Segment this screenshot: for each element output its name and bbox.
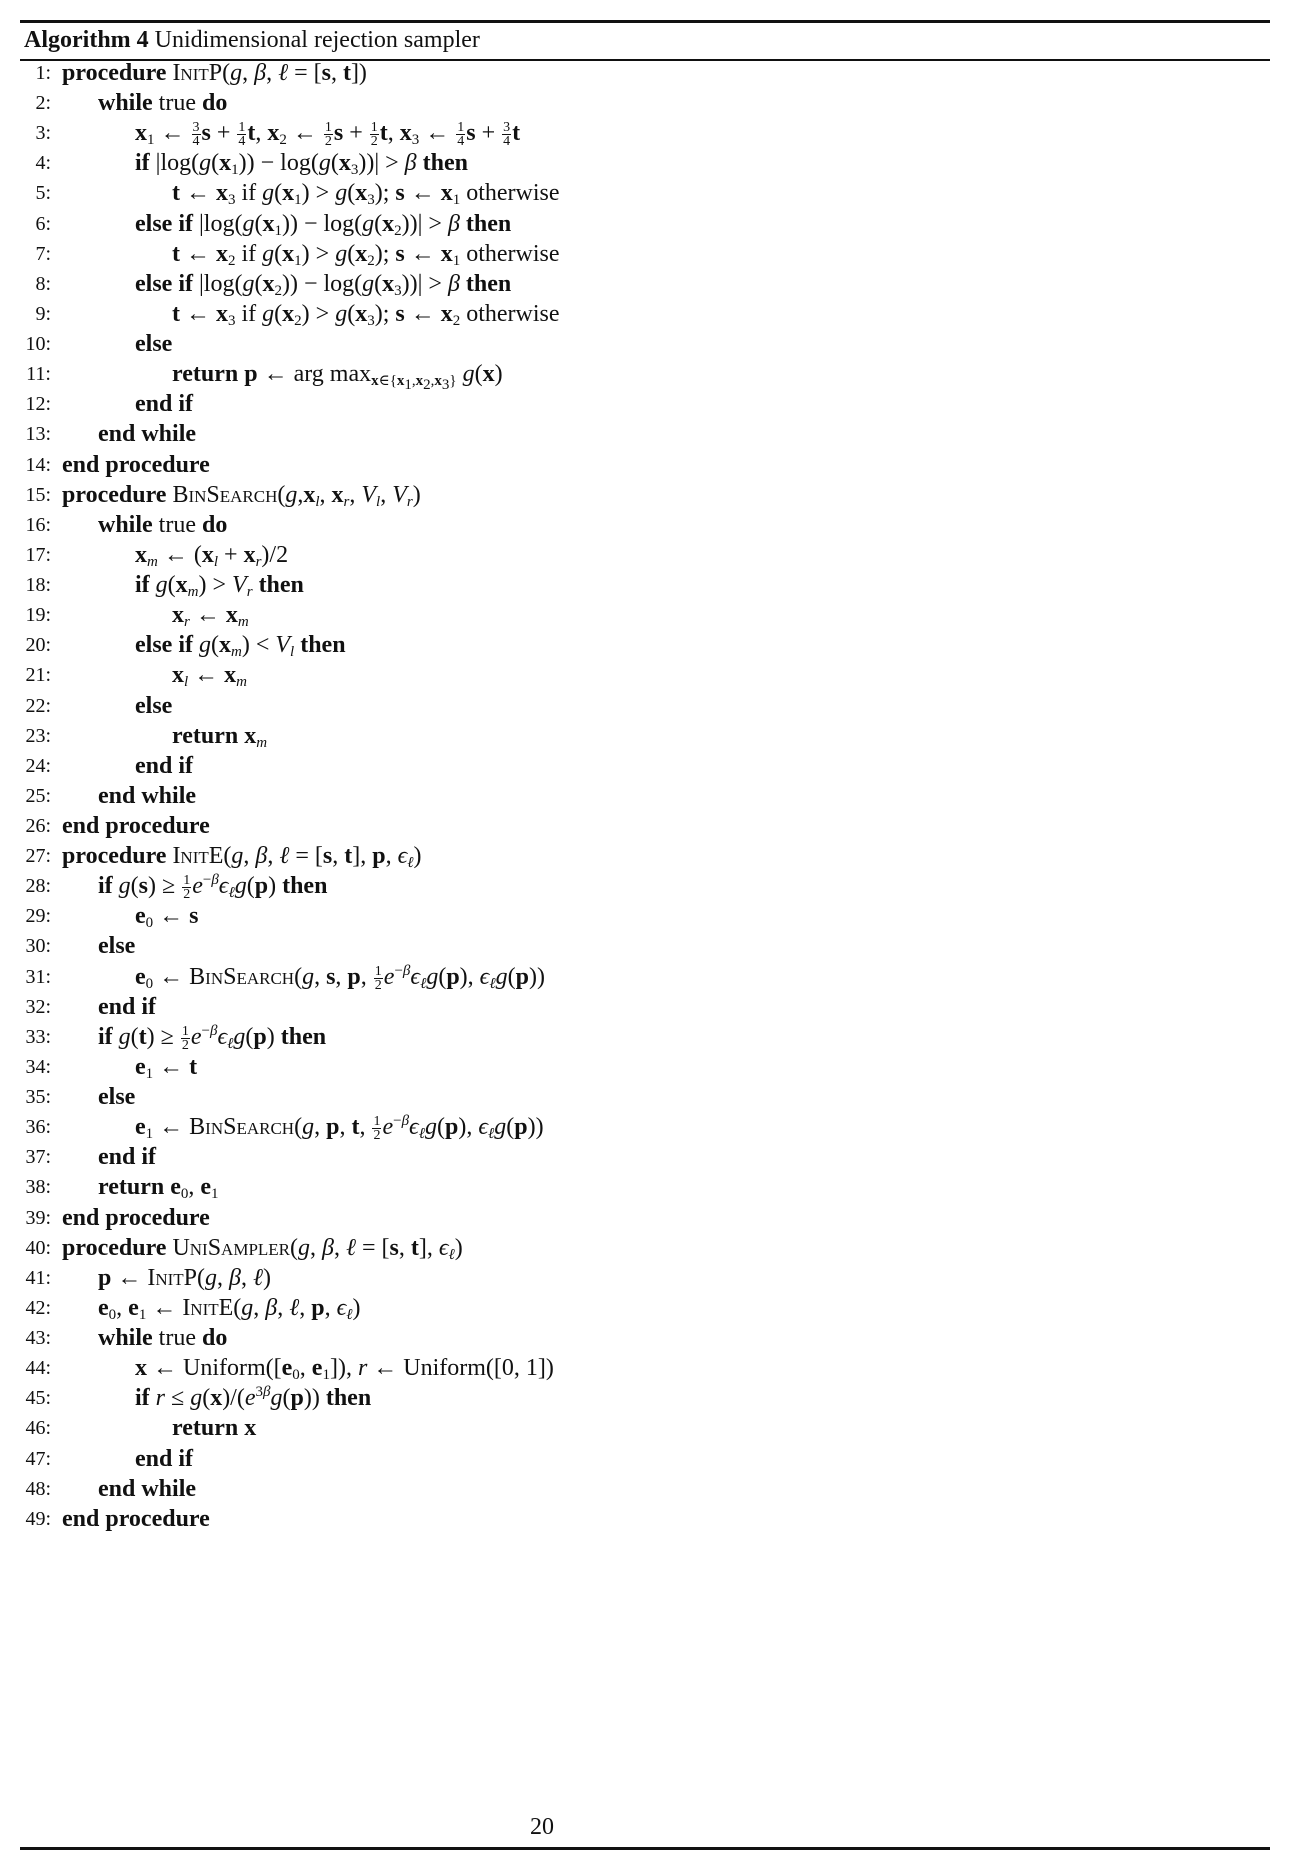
line-number: 17: [25,543,51,566]
line-number: 29: [25,905,51,928]
line-code: if g(t) ≥ $\frac{1}{2}$ $e^{-\beta}\epsilon_\ell g(p)$ then [98,1022,327,1053]
line-code: procedure UniSampler(g, β, ℓ = [s, t], $\epsilon_\ell$) [62,1234,463,1263]
line-code: while true do [98,511,228,538]
algorithm-line [0,1474,1304,1504]
algorithm-line [0,781,1304,811]
line-code: while true do [98,1325,228,1352]
line-code: end procedure [62,1505,210,1532]
algorithm-line [0,1263,1304,1293]
line-number: 38: [25,1176,51,1199]
algorithm-line [0,570,1304,600]
line-code: $x_1$ ← $\frac{3}{4}$ s + $\frac{1}{4}$ t, $x_2$ ← $\frac{1}{2}$ s + $\frac{1}{2}$ t, $x_3$ ← $\frac{1}{4}$ s + $\frac{3}{4}$ t [135,120,521,150]
line-number: 36: [25,1116,51,1139]
algorithm-line [0,992,1304,1022]
line-code: return $e_0$, $e_1$ [98,1174,219,1203]
line-number: 15: [25,483,51,506]
line-number: 18: [25,574,51,597]
algorithm-line [0,901,1304,931]
line-number: 24: [25,754,51,777]
line-number: 8: [35,272,51,295]
line-number: 42: [25,1296,51,1319]
line-code: end procedure [62,451,210,478]
line-code: x ← $Uniform([e_0$, $e_1$]), r ← Uniform([0, 1]) [135,1355,554,1384]
algorithm-line [0,269,1304,299]
line-number: 7: [35,242,51,265]
line-code: if $g(x_m) > V_r$ then [135,572,304,601]
line-number: 3: [35,122,51,145]
line-number: 11: [26,363,51,386]
line-number: 1: [35,62,51,84]
line-code: end while [98,782,197,809]
line-number: 10: [25,333,51,356]
line-number: 43: [25,1327,51,1350]
algorithm-line [0,1504,1304,1534]
algorithm-line [0,931,1304,961]
line-number: 40: [25,1236,51,1259]
line-number: 20: [25,634,51,657]
algorithm-line [0,510,1304,540]
line-code: return $x_m$ [172,722,268,751]
algorithm-line [0,450,1304,480]
line-number: 9: [35,302,51,325]
line-code: else if $|\log(g(x_1)) - \log(g(x_2))| > \beta$ then [135,210,512,239]
algorithm-title: Unidimensional rejection sampler [154,27,480,53]
line-number: 33: [25,1025,51,1048]
algorithm-line [0,1142,1304,1172]
algorithm-line [0,88,1304,118]
algorithm-line [0,751,1304,781]
line-code: $x_r$ ← $x_m$ [172,602,249,631]
line-number: 21: [25,664,51,687]
algorithm-line [0,118,1304,148]
line-number: 48: [25,1477,51,1500]
algorithm-line [0,540,1304,570]
algorithm-line [0,209,1304,239]
algorithm-caption [24,22,480,59]
algorithm-line [0,1082,1304,1112]
algorithm-line [0,1413,1304,1443]
algorithm-line [0,600,1304,630]
line-code: t ← $x_3$ if $g(x_1) > g(x_3)$; s ← $x_1$ otherwise [172,180,560,209]
line-code: end while [98,1475,197,1502]
algorithm-line [0,962,1304,992]
line-number: 32: [25,995,51,1018]
line-code: procedure $BinSearch(g,x_l$, $x_r$, $V_l$, $V_r$) [62,481,421,510]
algorithm-line [0,1444,1304,1474]
line-code: $e_1$ ← BinSearch(g, p, t, $\frac{1}{2}$ $e^{-\beta}\epsilon_\ell g(p)$, $\epsilon_\ell g(p)$) [135,1113,544,1144]
line-number: 23: [25,724,51,747]
line-number: 19: [25,604,51,627]
algorithm-line [0,1172,1304,1202]
line-number: 12: [25,393,51,416]
algorithm-line [0,239,1304,269]
line-code: else [98,933,136,960]
line-number: 5: [35,182,51,205]
algorithm-line [0,1353,1304,1383]
line-code: else [98,1084,136,1111]
line-code: return x [172,1415,257,1442]
page-number: 20 [530,1814,554,1840]
algorithm-line [0,299,1304,329]
line-code: procedure InitP(g, β, ℓ = [s, t]) [62,60,367,86]
line-code: $x_l$ ← $x_m$ [172,662,248,691]
line-code: else if $g(x_m) < V_l$ then [135,632,346,661]
line-number: 28: [25,875,51,898]
line-number: 25: [25,784,51,807]
line-code: if $r \le g(x)/(e^{3\beta}g(p))$ then [135,1384,372,1412]
algorithm-line [0,1022,1304,1052]
line-code: p ← InitP(g, β, ℓ) [98,1264,271,1291]
line-number: 44: [25,1357,51,1380]
line-number: 45: [25,1387,51,1410]
line-code: end if [98,1144,157,1171]
line-code: end if [135,752,194,779]
algorithm-line [0,329,1304,359]
algorithm-line [0,389,1304,419]
line-code: else if $|\log(g(x_2)) - \log(g(x_3))| > \beta$ then [135,270,512,299]
line-code: $e_0$ ← s [135,903,199,932]
line-number: 34: [25,1055,51,1078]
algorithm-line [0,1383,1304,1413]
line-number: 26: [25,815,51,837]
algorithm-line [0,630,1304,660]
algorithm-bottom-rule [20,1847,1270,1850]
algorithm-line [0,1323,1304,1353]
line-code: end procedure [62,813,210,839]
algorithm-line [0,359,1304,394]
algorithm-line [0,1052,1304,1082]
algorithm-line [0,480,1304,510]
line-code: t ← $x_3$ if $g(x_2) > g(x_3)$; s ← $x_2$ otherwise [172,300,560,329]
algorithm-line [0,691,1304,721]
algorithm-line [0,1293,1304,1323]
line-number: 31: [25,965,51,988]
algorithm-line [0,419,1304,449]
line-number: 2: [35,92,51,115]
line-number: 6: [35,212,51,235]
algorithm-line [0,721,1304,751]
algorithm-line [0,58,1304,88]
line-number: 46: [25,1417,51,1440]
algorithm-line [0,841,1304,871]
line-number: 47: [25,1447,51,1470]
algorithm-label: Algorithm 4 [24,27,149,53]
line-code: $e_0$, $e_1$ ← InitE(g, β, ℓ, p, $\epsilon_\ell$) [98,1294,361,1323]
line-code: end while [98,421,197,448]
algorithm-line [0,660,1304,690]
line-code: $x_m$ ← $(x_l + x_r)/2$ [135,541,289,570]
line-code: else [135,692,173,719]
line-code: t ← $x_2$ if $g(x_1) > g(x_2)$; s ← $x_1$ otherwise [172,240,560,269]
line-code: end if [135,391,194,418]
line-code: if $|\log(g(x_1)) - \log(g(x_3))| > \beta$ then [135,150,468,179]
line-number: 4: [35,152,51,175]
algorithm-line [0,1112,1304,1142]
line-code: while true do [98,90,228,117]
line-code: $e_1$ ← t [135,1053,198,1082]
line-number: 39: [25,1206,51,1229]
line-code: if g(s) ≥ $\frac{1}{2}$ $e^{-\beta}\epsilon_\ell g(p)$ then [98,872,328,903]
line-number: 13: [25,423,51,446]
line-code: end if [98,993,157,1020]
line-number: 41: [25,1266,51,1289]
line-number: 37: [25,1146,51,1169]
algorithm-line [0,811,1304,841]
algorithm-line [0,148,1304,178]
algorithm-line [0,1203,1304,1233]
line-code: $e_0$ ← BinSearch(g, s, p, $\frac{1}{2}$ $e^{-\beta}\epsilon_\ell g(p)$, $\epsilon_\ell g(p)$) [135,962,545,993]
line-number: 35: [25,1086,51,1109]
line-number: 16: [25,513,51,536]
line-code: return p ← arg $\max_{x\in\{x_1,x_2,x_3\}} g(x)$ [172,361,503,394]
line-number: 49: [25,1507,51,1530]
algorithm-line [0,178,1304,208]
line-number: 22: [25,694,51,717]
line-code: end if [135,1445,194,1472]
line-number: 14: [25,453,51,476]
line-number: 27: [25,845,51,868]
line-code: else [135,331,173,358]
line-code: end procedure [62,1204,210,1231]
line-number: 30: [25,935,51,958]
line-code: procedure InitE(g, β, ℓ = [s, t], p, $\epsilon_\ell$) [62,843,422,872]
algorithm-line [0,1233,1304,1263]
algorithm-line [0,871,1304,901]
